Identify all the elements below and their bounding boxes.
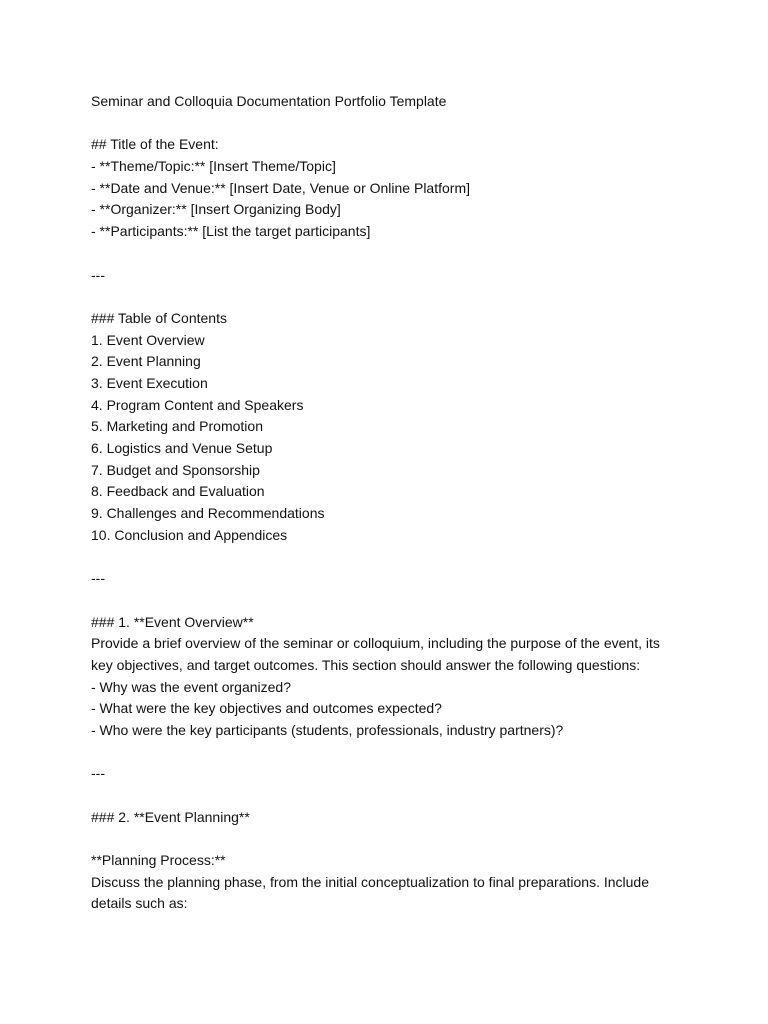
- toc-item: 9. Challenges and Recommendations: [91, 505, 325, 522]
- toc-heading: ### Table of Contents: [91, 309, 227, 326]
- toc-item: 7. Budget and Sponsorship: [91, 461, 260, 478]
- section-1-bullet: - Who were the key participants (students, professionals, industry partners)?: [91, 721, 564, 738]
- section-1-paragraph: key objectives, and target outcomes. This section should answer the following questions:: [91, 656, 641, 673]
- separator: ---: [91, 765, 105, 782]
- planning-process-label: **Planning Process:**: [91, 852, 226, 869]
- document-title: Seminar and Colloquia Documentation Portfolio Template: [91, 93, 447, 109]
- toc-item: 6. Logistics and Venue Setup: [91, 440, 273, 456]
- section-1-bullet: - Why was the event organized?: [91, 678, 291, 695]
- separator: ---: [91, 570, 105, 587]
- event-field-date-venue: - **Date and Venue:** [Insert Date, Venue or Online Platform]: [91, 179, 470, 196]
- section-1-bullet: - What were the key objectives and outcomes expected?: [91, 700, 442, 717]
- section-2-paragraph: Discuss the planning phase, from the initial conceptualization to final preparations. Include: [91, 873, 649, 890]
- blank-line: [91, 828, 691, 850]
- section-2-paragraph: details such as:: [91, 895, 188, 912]
- toc-item: 10. Conclusion and Appendices: [91, 526, 288, 543]
- toc-item: 3. Event Execution: [91, 374, 208, 391]
- document-body: [91, 91, 691, 915]
- toc-item: 8. Feedback and Evaluation: [91, 483, 265, 500]
- blank-line: [91, 113, 691, 135]
- section-2-heading: ### 2. **Event Planning**: [91, 808, 250, 825]
- event-field-theme: - **Theme/Topic:** [Insert Theme/Topic]: [91, 158, 336, 175]
- event-title-heading: ## Title of the Event:: [91, 136, 219, 153]
- toc-item: 4. Program Content and Speakers: [91, 396, 304, 413]
- blank-line: [91, 785, 691, 807]
- blank-line: [91, 546, 691, 568]
- blank-line: [91, 742, 691, 764]
- toc-item: 5. Marketing and Promotion: [91, 418, 263, 435]
- separator: ---: [91, 266, 105, 283]
- section-1-heading: ### 1. **Event Overview**: [91, 613, 254, 630]
- blank-line: [91, 590, 691, 612]
- event-field-participants: - **Participants:** [List the target participants]: [91, 223, 371, 240]
- toc-item: 1. Event Overview: [91, 331, 205, 348]
- blank-line: [91, 243, 691, 265]
- blank-line: [91, 286, 691, 308]
- section-1-paragraph: Provide a brief overview of the seminar or colloquium, including the purpose of the event, its: [91, 635, 660, 652]
- toc-item: 2. Event Planning: [91, 353, 201, 370]
- event-field-organizer: - **Organizer:** [Insert Organizing Body]: [91, 201, 341, 218]
